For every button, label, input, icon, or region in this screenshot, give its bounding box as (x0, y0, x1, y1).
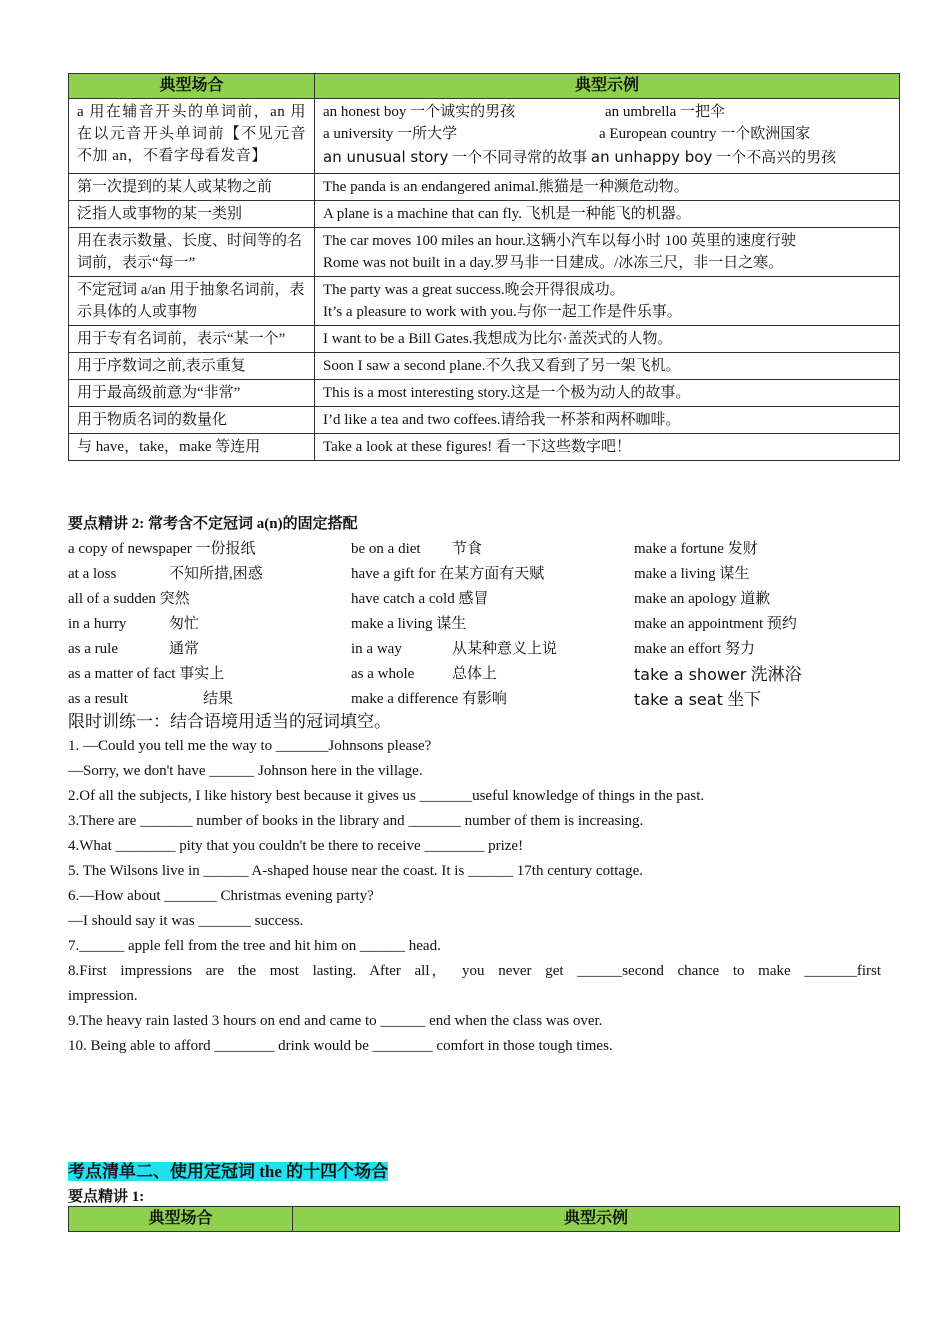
row-left: 第一次提到的某人或某物之前 (69, 174, 315, 201)
row-left: 用于最高级前意为“非常” (69, 380, 315, 407)
header-situation: 典型场合 (69, 1207, 293, 1232)
example: a university 一所大学 (323, 126, 458, 142)
exercise-line: —I should say it was _______ success. (68, 913, 304, 929)
table-header-row (69, 1207, 900, 1232)
phrase-item: make a living 谋生 (351, 616, 467, 632)
example-en: an unusual story (323, 148, 449, 166)
row-left: 泛指人或事物的某一类别 (69, 201, 315, 228)
phrase-item: take a shower 洗淋浴 (634, 665, 802, 684)
exercise-title: 限时训练一：结合语境用适当的冠词填空。 (68, 712, 391, 731)
example-cn: 一个不同寻常的故事 (452, 150, 588, 166)
phrase-item: make a difference 有影响 (351, 691, 507, 707)
phrase-item: make an effort 努力 (634, 641, 755, 657)
row-left: 不定冠词 a/an 用于抽象名词前，表示具体的人或事物 (69, 277, 315, 326)
phrase-item: as a whole 总体上 (351, 666, 498, 682)
section-title: 考点清单二、使用定冠词 the 的十四个场合 (68, 1162, 389, 1181)
exercise-line: 3.There are _______ number of books in the library and _______ number of them is increasing. (68, 813, 644, 829)
phrase-item: a copy of newspaper 一份报纸 (68, 541, 256, 557)
header-examples: 典型示例 (293, 1207, 900, 1232)
phrase-item: make an apology 道歉 (634, 591, 771, 607)
row-right: Soon I saw a second plane.不久我又看到了另一架飞机。 (315, 353, 900, 380)
phrase-item: in a way 从某种意义上说 (351, 641, 558, 657)
example: Rome was not built in a day.罗马非一日建成。/冰冻三尺，非一日之寒。 (323, 255, 784, 271)
section-heading: 要点精讲 2: 常考含不定冠词 a(n)的固定搭配 (68, 516, 358, 532)
row-right: I want to be a Bill Gates.我想成为比尔·盖茨式的人物。 (315, 326, 900, 353)
phrase-item: have catch a cold 感冒 (351, 591, 489, 607)
row-right (315, 228, 900, 277)
table-row (69, 380, 900, 407)
row-left: 用于序数词之前,表示重复 (69, 353, 315, 380)
phrase-item: in a hurry 匆忙 (68, 616, 200, 632)
table-row (69, 326, 900, 353)
table-row (69, 99, 900, 174)
table-row (69, 174, 900, 201)
example: The party was a great success.晚会开得很成功。 (323, 282, 625, 298)
phrase-item: as a result 结果 (68, 691, 234, 707)
example: an honest boy 一个诚实的男孩 (323, 104, 516, 120)
row-left: 与 have，take，make 等连用 (69, 434, 315, 461)
row-left: a 用在辅音开头的单词前，an 用在以元音开头单词前【不见元音不加 an，不看字母看发音】 (69, 99, 315, 174)
table-row (69, 434, 900, 461)
exercise-line: —Sorry, we don't have ______ Johnson here in the village. (68, 763, 423, 779)
row-left: 用在表示数量、长度、时间等的名词前，表示“每一” (69, 228, 315, 277)
header-examples: 典型示例 (315, 74, 900, 99)
table-row (69, 228, 900, 277)
exercise-line: 9.The heavy rain lasted 3 hours on end and came to ______ end when the class was over. (68, 1013, 603, 1029)
exercise-line: 1. —Could you tell me the way to _______Johnsons please? (68, 738, 432, 754)
phrase-item: be on a diet 节食 (351, 541, 483, 557)
example: It’s a pleasure to work with you.与你一起工作是件乐事。 (323, 304, 682, 320)
row-right: The panda is an endangered animal.熊猫是一种濒危动物。 (315, 174, 900, 201)
table-indefinite-article (68, 73, 900, 461)
row-right: This is a most interesting story.这是一个极为动人的故事。 (315, 380, 900, 407)
example: an umbrella 一把伞 (605, 104, 725, 120)
exercise-line: 6.—How about _______ Christmas evening party? (68, 888, 374, 904)
phrase-item: make a living 谋生 (634, 566, 750, 582)
header-situation: 典型场合 (69, 74, 315, 99)
exercise-line: 8.First impressions are the most lasting. After all， you never get ______second chance to make _______first impression. (68, 963, 881, 1004)
exercise-line: 10. Being able to afford ________ drink would be ________ comfort in those tough times. (68, 1038, 613, 1054)
example: The car moves 100 miles an hour.这辆小汽车以每小时 100 英里的速度行驶 (323, 233, 796, 249)
table-row (69, 407, 900, 434)
example-en: an unhappy boy (590, 148, 713, 166)
exercise-list (68, 734, 881, 1059)
example-cn: 一个不高兴的男孩 (716, 150, 837, 166)
phrase-item: as a matter of fact 事实上 (68, 666, 225, 682)
row-right: I’d like a tea and two coffees.请给我一杯茶和两杯咖啡。 (315, 407, 900, 434)
exercise-line: 5. The Wilsons live in ______ A-shaped house near the coast. It is ______ 17th century cottage. (68, 863, 643, 879)
phrase-item: make an appointment 预约 (634, 616, 797, 632)
phrase-item: make a fortune 发财 (634, 541, 758, 557)
table-row (69, 201, 900, 228)
phrase-item: take a seat 坐下 (634, 690, 762, 709)
exercise-line: 4.What ________ pity that you couldn't be there to receive ________ prize! (68, 838, 524, 854)
phrase-item: at a loss 不知所措,困惑 (68, 566, 263, 582)
row-left: 用于专有名词前，表示“某一个” (69, 326, 315, 353)
table-header-row (69, 74, 900, 99)
phrase-item: all of a sudden 突然 (68, 591, 190, 607)
section-subheading: 要点精讲 1: (68, 1189, 145, 1205)
exercise-line: 7.______ apple fell from the tree and hit him on ______ head. (68, 938, 441, 954)
exercise-line: 2.Of all the subjects, I like history best because it gives us _______useful knowledge of things in the past. (68, 788, 705, 804)
example: a European country 一个欧洲国家 (599, 126, 811, 142)
row-right: A plane is a machine that can fly. 飞机是一种能飞的机器。 (315, 201, 900, 228)
row-left: 用于物质名词的数量化 (69, 407, 315, 434)
table-definite-article (68, 1206, 900, 1232)
phrase-item: have a gift for 在某方面有天赋 (351, 566, 545, 582)
row-right (315, 99, 900, 174)
row-right (315, 277, 900, 326)
table-row (69, 277, 900, 326)
row-right: Take a look at these figures! 看一下这些数字吧！ (315, 434, 900, 461)
phrase-item: as a rule 通常 (68, 641, 200, 657)
table-row (69, 353, 900, 380)
